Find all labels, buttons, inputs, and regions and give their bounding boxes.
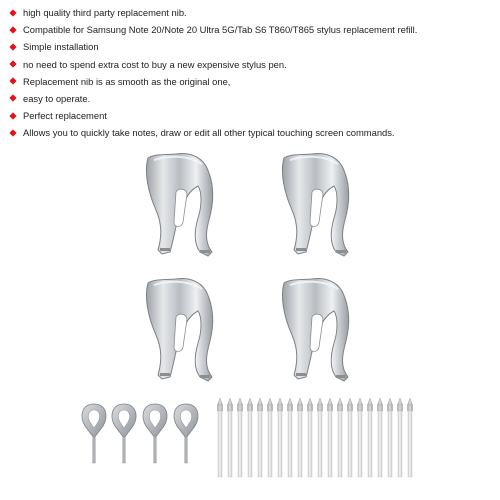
metal-clip [282,154,348,257]
nib [227,398,232,477]
sim-pin [143,404,167,463]
feature-text: easy to operate. [23,92,91,104]
sim-pin [174,404,198,463]
nib [257,398,262,477]
sim-pin [112,404,136,463]
feature-list [10,4,495,142]
nib [297,398,302,477]
nib [357,398,362,477]
red-diamond-bullet-icon [9,26,16,33]
nib [397,398,402,477]
red-diamond-bullet-icon [9,95,16,102]
metal-clip [282,279,348,382]
feature-item [10,124,495,141]
feature-item [10,4,495,21]
nib [307,398,312,477]
nib-row [217,398,412,477]
feature-text: no need to spend extra cost to buy a new expensive stylus pen. [23,58,287,70]
red-diamond-bullet-icon [9,9,16,16]
feature-text: high quality third party replacement nib. [23,7,187,18]
red-diamond-bullet-icon [9,78,16,85]
feature-item [10,38,495,55]
feature-item [10,73,495,90]
feature-text: Compatible for Samsung Note 20/Note 20 Ultra 5G/Tab S6 T860/T865 stylus replacement refill. [23,24,418,36]
product-photo [0,140,500,500]
nib [277,398,282,477]
red-diamond-bullet-icon [9,43,16,50]
feature-text: Replacement nib is as smooth as the original one, [23,75,231,87]
feature-text: Allows you to quickly take notes, draw or edit all other typical touching screen commands. [23,127,395,139]
red-diamond-bullet-icon [9,112,16,119]
nib [317,398,322,477]
red-diamond-bullet-icon [9,60,16,67]
feature-item [10,90,495,107]
nib [347,398,352,477]
nib [217,398,222,477]
feature-item [10,56,495,73]
red-diamond-bullet-icon [9,129,16,136]
nib [237,398,242,477]
sim-pin [82,404,106,463]
feature-text: Simple installation [23,41,99,53]
feature-item [10,21,495,38]
metal-clip [146,154,212,257]
feature-text: Perfect replacement [23,110,107,122]
nib [247,398,252,477]
feature-item [10,107,495,124]
nib [367,398,372,477]
nib [377,398,382,477]
nib [407,398,412,477]
nib [387,398,392,477]
nib [327,398,332,477]
nib [337,398,342,477]
metal-clip [146,279,212,382]
nib [287,398,292,477]
nib [267,398,272,477]
